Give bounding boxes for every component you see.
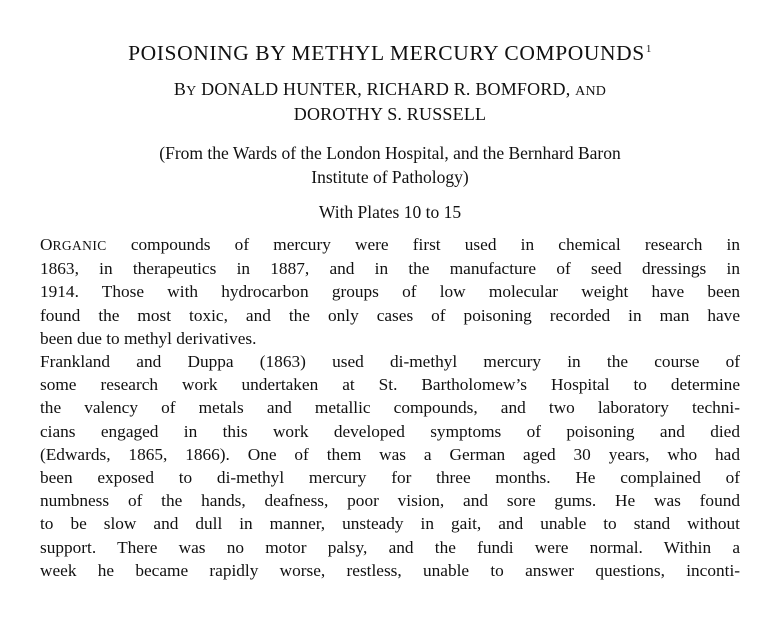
- affiliation-line1: (From the Wards of the London Hospital, and the Bernhard Baron: [159, 143, 621, 163]
- byline-authors-line2: DOROTHY S. RUSSELL: [293, 104, 487, 124]
- paragraph-2-line: Frankland and Duppa (1863) used di-methyl mercury in the course of: [40, 352, 740, 372]
- byline-and: AND: [575, 84, 607, 99]
- byline-prefix-b: B: [173, 79, 187, 99]
- paragraph-1-line-text: compounds of mercury were first used in chemical research in: [106, 235, 740, 254]
- title-footnote-mark: 1: [645, 43, 652, 55]
- paragraph-1-line: [40, 233, 740, 257]
- document-page: [40, 0, 740, 582]
- article-title-text: POISONING BY METHYL MERCURY COMPOUNDS: [128, 41, 645, 65]
- paragraph-1-line: 1914. Those with hydrocarbon groups of low molecular weight have been: [40, 282, 740, 302]
- paragraph-1-line: 1863, in therapeutics in 1887, and in the manufacture of seed dressings in: [40, 259, 740, 279]
- byline-prefix-y: Y: [186, 84, 197, 99]
- opening-word-rest: RGANIC: [52, 238, 107, 253]
- paragraph-2-line: week he became rapidly worse, restless, unable to answer questions, inconti-: [40, 560, 740, 580]
- opening-word-initial: O: [40, 235, 53, 254]
- paragraph-1: [40, 233, 740, 350]
- affiliation: [40, 141, 740, 189]
- paragraph-2-line: support. There was no motor palsy, and the fundi were normal. Within a: [40, 537, 740, 557]
- paragraph-2-line: (Edwards, 1865, 1866). One of them was a German aged 30 years, who had: [40, 444, 740, 464]
- paragraph-2-line: the valency of metals and metallic compounds, and two laboratory techni-: [40, 398, 740, 418]
- paragraph-2-line: numbness of the hands, deafness, poor vision, and sore gums. He was found: [40, 491, 740, 511]
- affiliation-line2: Institute of Pathology): [311, 167, 469, 187]
- paragraph-1-line: been due to methyl derivatives.: [40, 328, 257, 348]
- byline-authors-line1: DONALD HUNTER, RICHARD R. BOMFORD,: [201, 79, 571, 99]
- paragraph-2-line: some research work undertaken at St. Bartholomew’s Hospital to determine: [40, 375, 740, 395]
- paragraph-2-line: to be slow and dull in manner, unsteady in gait, and unable to stand without: [40, 514, 740, 534]
- paragraph-1-line: found the most toxic, and the only cases of poisoning recorded in man have: [40, 305, 740, 325]
- plates-note: With Plates 10 to 15: [318, 202, 462, 222]
- paragraph-2-line: cians engaged in this work developed symptoms of poisoning and died: [40, 421, 740, 441]
- paragraph-2-line: been exposed to di-methyl mercury for three months. He complained of: [40, 468, 740, 488]
- article-title: [40, 36, 740, 66]
- paragraph-2: [40, 350, 740, 582]
- author-byline: [40, 78, 740, 126]
